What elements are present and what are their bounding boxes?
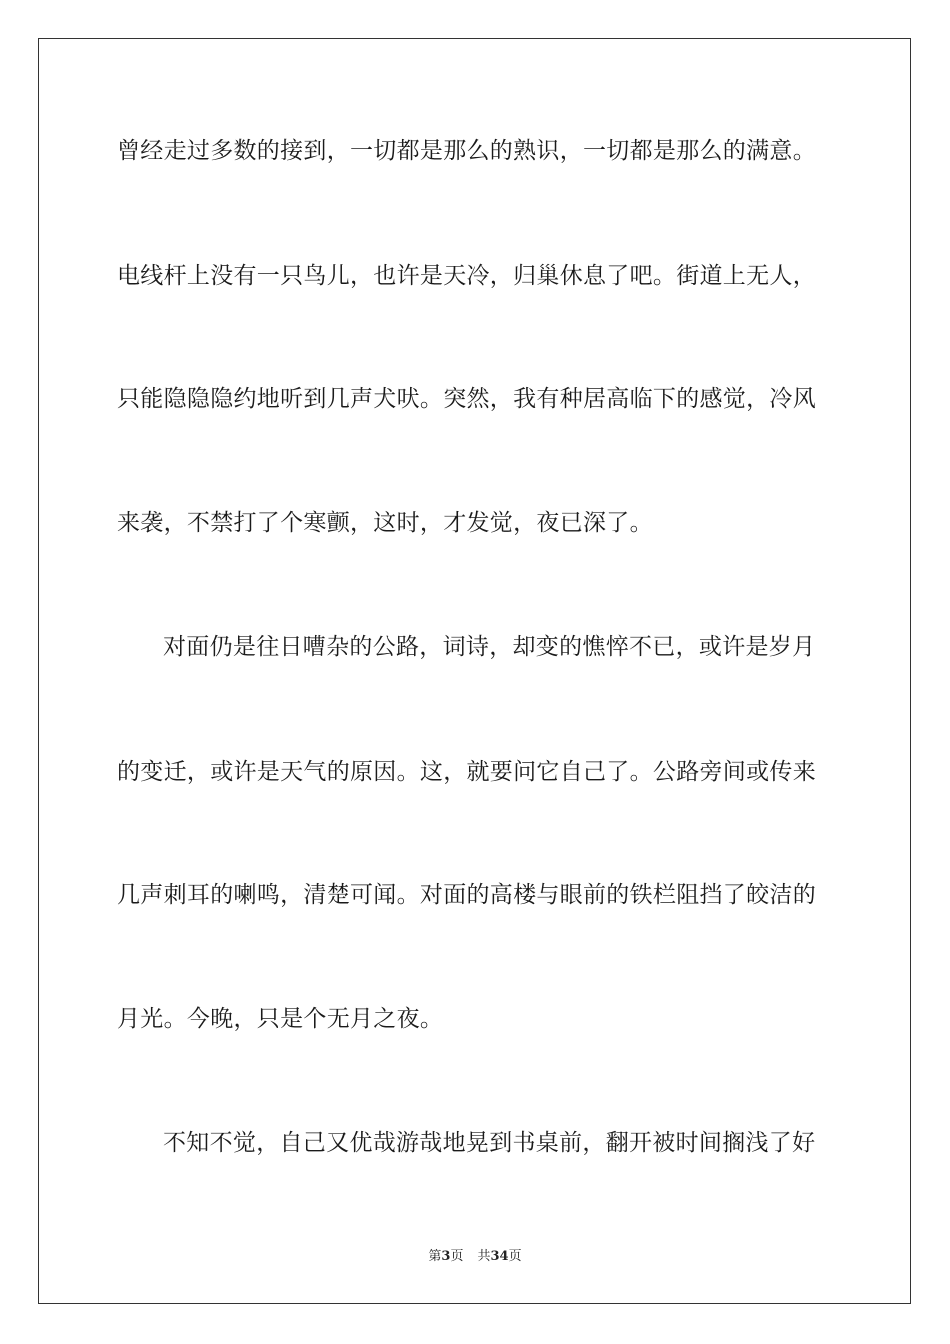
text-line-7: 几声刺耳的喇鸣，清楚可闻。对面的高楼与眼前的铁栏阻挡了皎洁的 [117,882,816,908]
total-suffix: 页 [508,1249,522,1264]
page-border [38,38,911,1304]
text-line-4: 来袭，不禁打了个寒颤，这时，才发觉，夜已深了。 [117,510,653,536]
page-suffix: 页 [450,1249,464,1264]
text-line-1: 曾经走过多数的接到，一切都是那么的熟识，一切都是那么的满意。 [117,138,816,164]
paragraph-3-line-1: 不知不觉，自己又优哉游哉地晃到书桌前，翻开被时间搁浅了好 [163,1130,816,1156]
text-line-8: 月光。今晚，只是个无月之夜。 [117,1006,444,1032]
text-line-6: 的变迁，或许是天气的原因。这，就要问它自己了。公路旁间或传来 [117,759,816,785]
page-prefix: 第 [428,1249,442,1264]
total-prefix: 共 [477,1249,491,1264]
page-footer [0,1248,950,1266]
total-pages: 34 [490,1249,509,1264]
text-line-3: 只能隐隐隐约地听到几声犬吠。突然，我有种居高临下的感觉，冷风 [117,386,816,412]
paragraph-2-line-1: 对面仍是往日嘈杂的公路，词诗，却变的憔悴不已，或许是岁月 [163,634,816,660]
text-line-2: 电线杆上没有一只鸟儿，也许是天冷，归巢休息了吧。街道上无人， [117,263,816,289]
page-number: 3 [441,1249,451,1264]
